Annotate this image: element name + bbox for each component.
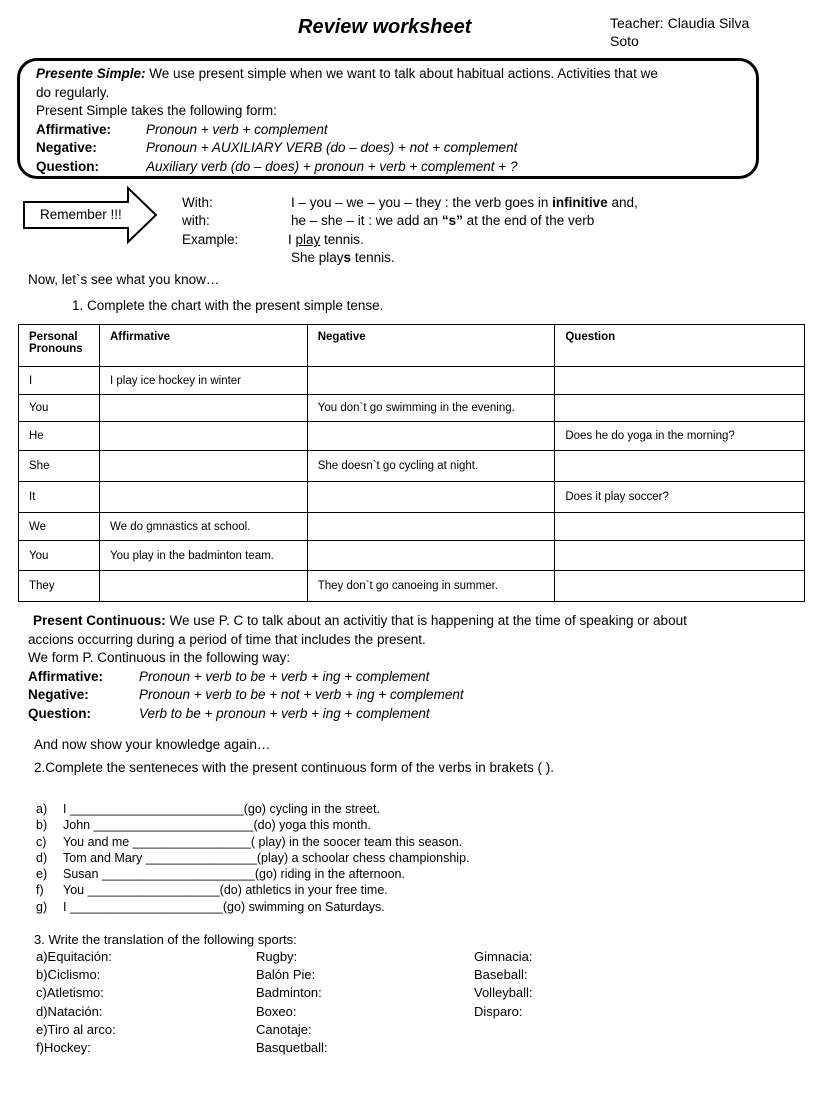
list-item: Disparo:: [474, 1003, 523, 1019]
table-row: [19, 571, 805, 602]
list-item: e)Tiro al arco:: [36, 1021, 116, 1037]
present-simple-intro: We use present simple when we want to talk about habitual actions. Activities that we: [145, 66, 658, 81]
cell-pronoun: He: [19, 422, 100, 451]
list-item: f) You ___________________(do) athletics in your free time.: [36, 883, 388, 898]
simple-negative-label: Negative:: [36, 140, 97, 155]
cell-pronoun: She: [19, 451, 100, 482]
cell-question[interactable]: Does it play soccer?: [555, 482, 805, 513]
continuous-negative-formula: Pronoun + verb to be + not + verb + ing + complement: [139, 687, 464, 702]
list-item: a) I _________________________(go) cycling in the street.: [36, 802, 380, 816]
cell-negative[interactable]: [307, 482, 555, 513]
present-continuous-form-line: We form P. Continuous in the following way:: [28, 650, 291, 665]
list-item: c) You and me _________________( play) in the soocer team this season.: [36, 834, 463, 849]
remember-label: Remember !!!: [40, 207, 122, 222]
cell-affirmative[interactable]: [99, 571, 307, 602]
list-item: e) Susan ______________________(go) riding in the afternoon.: [36, 867, 405, 882]
cell-pronoun: You: [19, 395, 100, 422]
header-negative: Negative: [307, 325, 555, 367]
present-simple-form-line: Present Simple takes the following form:: [36, 103, 277, 118]
cell-question[interactable]: [555, 513, 805, 541]
list-item: d) Tom and Mary ________________(play) a schoolar chess championship.: [36, 850, 470, 865]
exercise-2-instruction: 2.Complete the senteneces with the present continuous form of the verbs in brakets ( ).: [34, 760, 555, 775]
sports-column-2: [256, 948, 456, 1057]
continuous-negative-row: [28, 686, 808, 705]
list-item: b)Ciclismo:: [36, 967, 101, 983]
cell-question[interactable]: [555, 395, 805, 422]
list-item: f)Hockey:: [36, 1040, 91, 1056]
exercise-1-instruction: 1. Complete the chart with the present simple tense.: [72, 298, 384, 313]
example-1: I play tennis.: [288, 232, 364, 247]
teacher-line-1: Teacher: Claudia Silva: [610, 15, 750, 31]
list-item: Rugby:: [256, 949, 298, 964]
cell-negative[interactable]: [307, 367, 555, 395]
example-label: Example:: [182, 232, 239, 247]
chart-header-row: [19, 325, 805, 367]
table-row: [19, 541, 805, 571]
exercise-3-instruction: 3. Write the translation of the following sports:: [34, 932, 297, 947]
cell-pronoun: It: [19, 482, 100, 513]
teacher-name: [610, 14, 800, 50]
cell-question[interactable]: [555, 367, 805, 395]
simple-question-formula: Auxiliary verb (do – does) + pronoun + verb + complement + ?: [146, 158, 518, 174]
continuous-negative-label: Negative:: [28, 687, 89, 702]
sentence-list: [36, 801, 636, 915]
with-rule-2: he – she – it : we add an “s” at the end of the verb: [291, 213, 595, 228]
present-simple-chart: [18, 324, 805, 602]
cell-question[interactable]: [555, 451, 805, 482]
simple-negative-formula: Pronoun + AUXILIARY VERB (do – does) + not + complement: [146, 140, 518, 155]
present-continuous-intro: We use P. C to talk about an activitiy that is happening at the time of speaking or about: [165, 613, 687, 628]
simple-question-row: [36, 158, 748, 177]
table-row: [19, 422, 805, 451]
cell-affirmative[interactable]: I play ice hockey in winter: [99, 367, 307, 395]
sports-column-3: [474, 948, 674, 1021]
continuous-question-formula: Verb to be + pronoun + verb + ing + complement: [139, 705, 430, 721]
list-item: g) I ______________________(go) swimming on Saturdays.: [36, 899, 385, 914]
cell-negative[interactable]: They don`t go canoeing in summer.: [307, 571, 555, 602]
cell-negative[interactable]: [307, 541, 555, 571]
list-item: Gimnacia:: [474, 949, 533, 964]
simple-affirmative-label: Affirmative:: [36, 121, 112, 137]
present-simple-intro-2: do regularly.: [36, 84, 110, 100]
cell-affirmative[interactable]: [99, 451, 307, 482]
list-item: Balón Pie:: [256, 967, 316, 983]
present-continuous-heading: Present Continuous:: [33, 613, 166, 628]
present-continuous-section: [28, 612, 808, 723]
simple-affirmative-row: [36, 121, 748, 140]
worksheet-title: Review worksheet: [298, 16, 472, 38]
teacher-line-2: Soto: [610, 33, 639, 49]
table-row: [19, 451, 805, 482]
list-item: a)Equitación:: [36, 949, 112, 964]
list-item: Basquetball:: [256, 1040, 328, 1056]
cell-pronoun: I: [19, 367, 100, 395]
continuous-question-row: [28, 705, 808, 724]
cell-affirmative[interactable]: We do gmnastics at school.: [99, 513, 307, 541]
cell-affirmative[interactable]: You play in the badminton team.: [99, 541, 307, 571]
list-item: Badminton:: [256, 985, 322, 1001]
table-row: [19, 395, 805, 422]
list-item: d)Natación:: [36, 1003, 103, 1019]
continuous-affirmative-formula: Pronoun + verb to be + verb + ing + complement: [139, 668, 430, 684]
knowledge-line: And now show your knowledge again…: [34, 737, 271, 752]
cell-negative[interactable]: [307, 422, 555, 451]
cell-negative[interactable]: You don`t go swimming in the evening.: [307, 395, 555, 422]
simple-question-label: Question:: [36, 158, 99, 174]
continuous-question-label: Question:: [28, 705, 91, 721]
list-item: Boxeo:: [256, 1003, 297, 1019]
cell-negative[interactable]: [307, 513, 555, 541]
list-item: b) John _______________________(do) yoga this month.: [36, 818, 371, 833]
present-simple-heading: Presente Simple:: [36, 66, 146, 81]
intro-line: Now, let`s see what you know…: [28, 272, 220, 287]
list-item: c)Atletismo:: [36, 985, 104, 1001]
table-row: [19, 513, 805, 541]
cell-question[interactable]: Does he do yoga in the morning?: [555, 422, 805, 451]
cell-affirmative[interactable]: [99, 482, 307, 513]
present-continuous-intro-2: accions occurring during a period of time that includes the present.: [28, 631, 426, 647]
sports-column-1: [36, 948, 236, 1057]
cell-question[interactable]: [555, 571, 805, 602]
continuous-affirmative-label: Affirmative:: [28, 668, 104, 684]
cell-question[interactable]: [555, 541, 805, 571]
header-pronouns: Personal Pronouns: [19, 325, 100, 367]
with-label-1: With:: [182, 195, 213, 210]
list-item: Volleyball:: [474, 985, 533, 1001]
table-row: [19, 482, 805, 513]
header-question: Question: [555, 325, 805, 367]
list-item: Baseball:: [474, 967, 528, 983]
example-2: She plays tennis.: [291, 250, 395, 265]
cell-affirmative[interactable]: [99, 422, 307, 451]
table-row: [19, 367, 805, 395]
with-label-2: with:: [182, 213, 210, 228]
cell-negative[interactable]: She doesn`t go cycling at night.: [307, 451, 555, 482]
cell-pronoun: We: [19, 513, 100, 541]
cell-pronoun: You: [19, 541, 100, 571]
present-simple-text: [36, 65, 748, 176]
list-item: Canotaje:: [256, 1021, 312, 1037]
header-affirmative: Affirmative: [99, 325, 307, 367]
simple-negative-row: [36, 139, 748, 158]
with-rule-1: I – you – we – you – they : the verb goes in infinitive and,: [291, 195, 638, 210]
cell-pronoun: They: [19, 571, 100, 602]
continuous-affirmative-row: [28, 668, 808, 687]
simple-affirmative-formula: Pronoun + verb + complement: [146, 121, 328, 137]
cell-affirmative[interactable]: [99, 395, 307, 422]
